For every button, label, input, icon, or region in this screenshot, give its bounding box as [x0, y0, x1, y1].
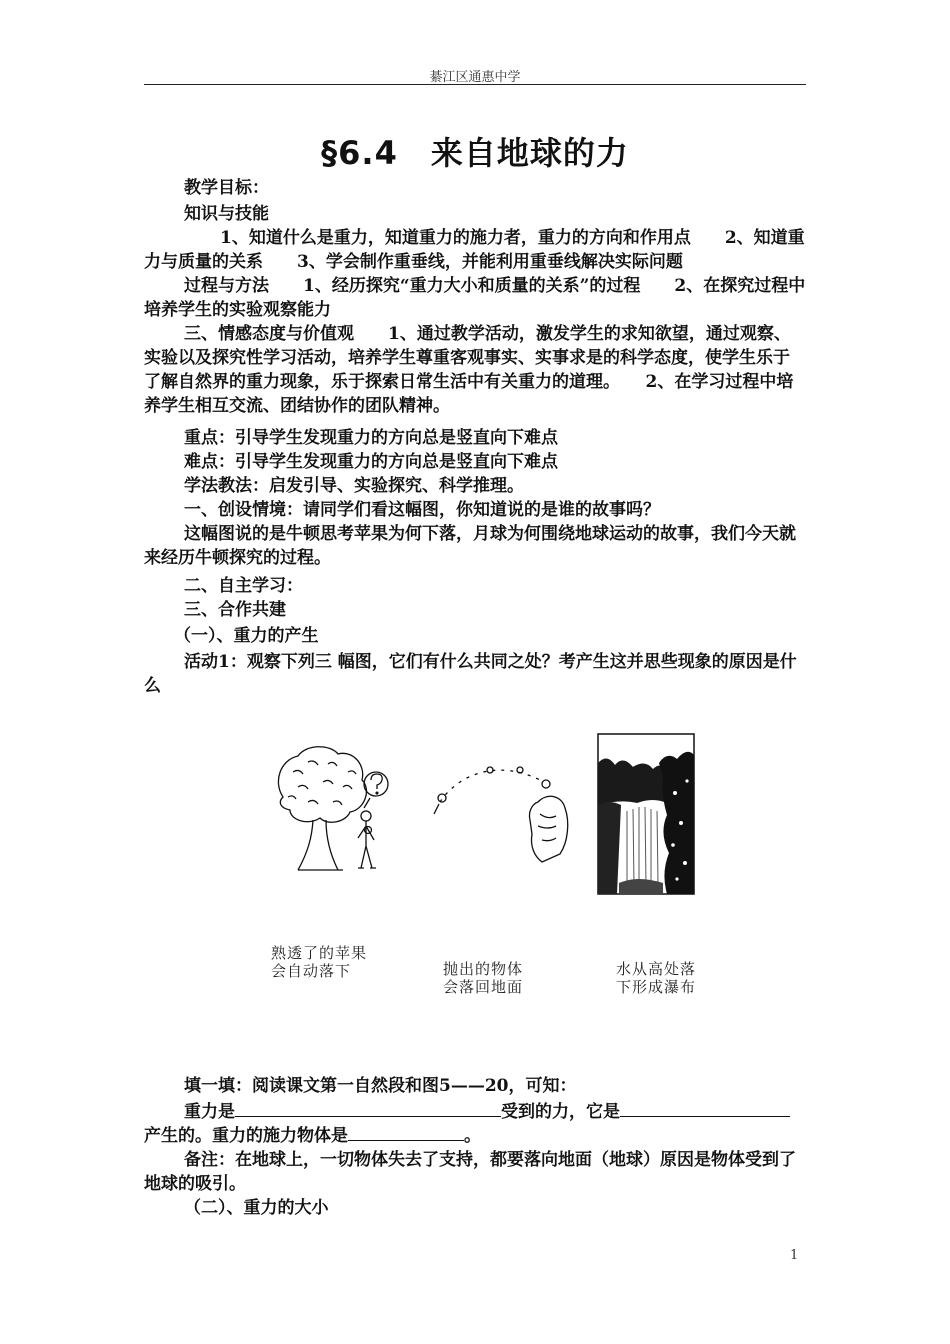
caption-thrown-line-2: 会落回地面 — [443, 978, 524, 996]
fill-in-line-1 — [144, 1098, 806, 1124]
period: 。 — [464, 1126, 481, 1146]
emotion-text: 三、情感态度与价值观 1、通过教学活动，激发学生的求知欲望，通过观察、实验以及探究性学习活动，培养学生尊重客观事实、实事求是的科学态度，使学生乐于了解自然界的重力现象，乐于探索日常生活中有关重力的道理。 2、在学习过程中培养学生相互交流、团结协作的团队精神。 — [144, 324, 794, 416]
blank-3[interactable] — [348, 1122, 464, 1141]
caption-apple-line-2: 会自动落下 — [271, 962, 352, 980]
caption-waterfall-line-2: 下形成瀑布 — [616, 978, 697, 996]
blank-2[interactable] — [620, 1098, 790, 1117]
caption-waterfall-line-1: 水从高处落 — [616, 960, 697, 978]
key-point: 重点：引导学生发现重力的方向总是竖直向下难点 — [184, 428, 558, 448]
note-text: 备注：在地球上，一切物体失去了支持，都要落向地面（地球）原因是物体受到了地球的吸引。 — [144, 1150, 796, 1194]
fill-in-intro: 填一填：阅读课文第一自然段和图5——20，可知： — [184, 1076, 577, 1096]
received-force-label: 受到的力，它是 — [501, 1102, 620, 1122]
caption-apple-line-1: 熟透了的苹果 — [271, 944, 368, 962]
produced-label: 产生的。重力的施力物体是 — [144, 1126, 348, 1146]
caption-thrown-line-1: 抛出的物体 — [443, 960, 524, 978]
blank-1[interactable] — [235, 1098, 501, 1117]
section-1-text: 这幅图说的是牛顿思考苹果为何下落，月球为何围绕地球运动的故事，我们今天就来经历牛顿探究的过程。 — [144, 524, 796, 568]
gravity-is-label: 重力是 — [184, 1102, 235, 1122]
page-number: 1 — [790, 1248, 799, 1263]
method: 学法教法：启发引导、实验探究、科学推理。 — [184, 476, 524, 496]
process-text: 过程与方法 1、经历探究“重力大小和质量的关系”的过程 2、在探究过程中培养学生的实验观察能力 — [144, 276, 806, 320]
page-header: 綦江区通惠中学 — [429, 70, 521, 85]
apple-tree-figure — [268, 742, 408, 877]
subsection-2-heading: （二）、重力的大小 — [184, 1198, 329, 1218]
section-1-heading: 一、创设情境：请同学们看这幅图，你知道说的是谁的故事吗？ — [184, 500, 660, 520]
goals-heading: 教学目标： — [184, 178, 269, 198]
section-2-heading: 二、自主学习： — [184, 576, 303, 596]
activity-1-text: 活动1：观察下列三 幅图，它们有什么共同之处？考产生这并思些现象的原因是什么 — [144, 652, 797, 696]
difficulty: 难点：引导学生发现重力的方向总是竖直向下难点 — [184, 452, 558, 472]
subsection-1-heading: （一）、重力的产生 — [174, 626, 319, 646]
knowledge-heading: 知识与技能 — [184, 204, 269, 224]
caption-waterfall — [616, 960, 696, 996]
header-rule — [144, 84, 806, 85]
waterfall-figure — [597, 733, 695, 895]
caption-thrown — [443, 960, 523, 996]
thrown-object-figure — [430, 762, 580, 872]
fill-in-line-2 — [144, 1122, 806, 1148]
knowledge-text: 1、知道什么是重力，知道重力的施力者，重力的方向和作用点 2、知道重力与质量的关系 3、学会制作重垂线，并能利用重垂线解决实际问题 — [144, 228, 805, 272]
section-3-heading: 三、合作共建 — [184, 600, 286, 620]
page-title: §6.4 来自地球的力 — [321, 134, 629, 172]
caption-apple — [271, 944, 367, 980]
